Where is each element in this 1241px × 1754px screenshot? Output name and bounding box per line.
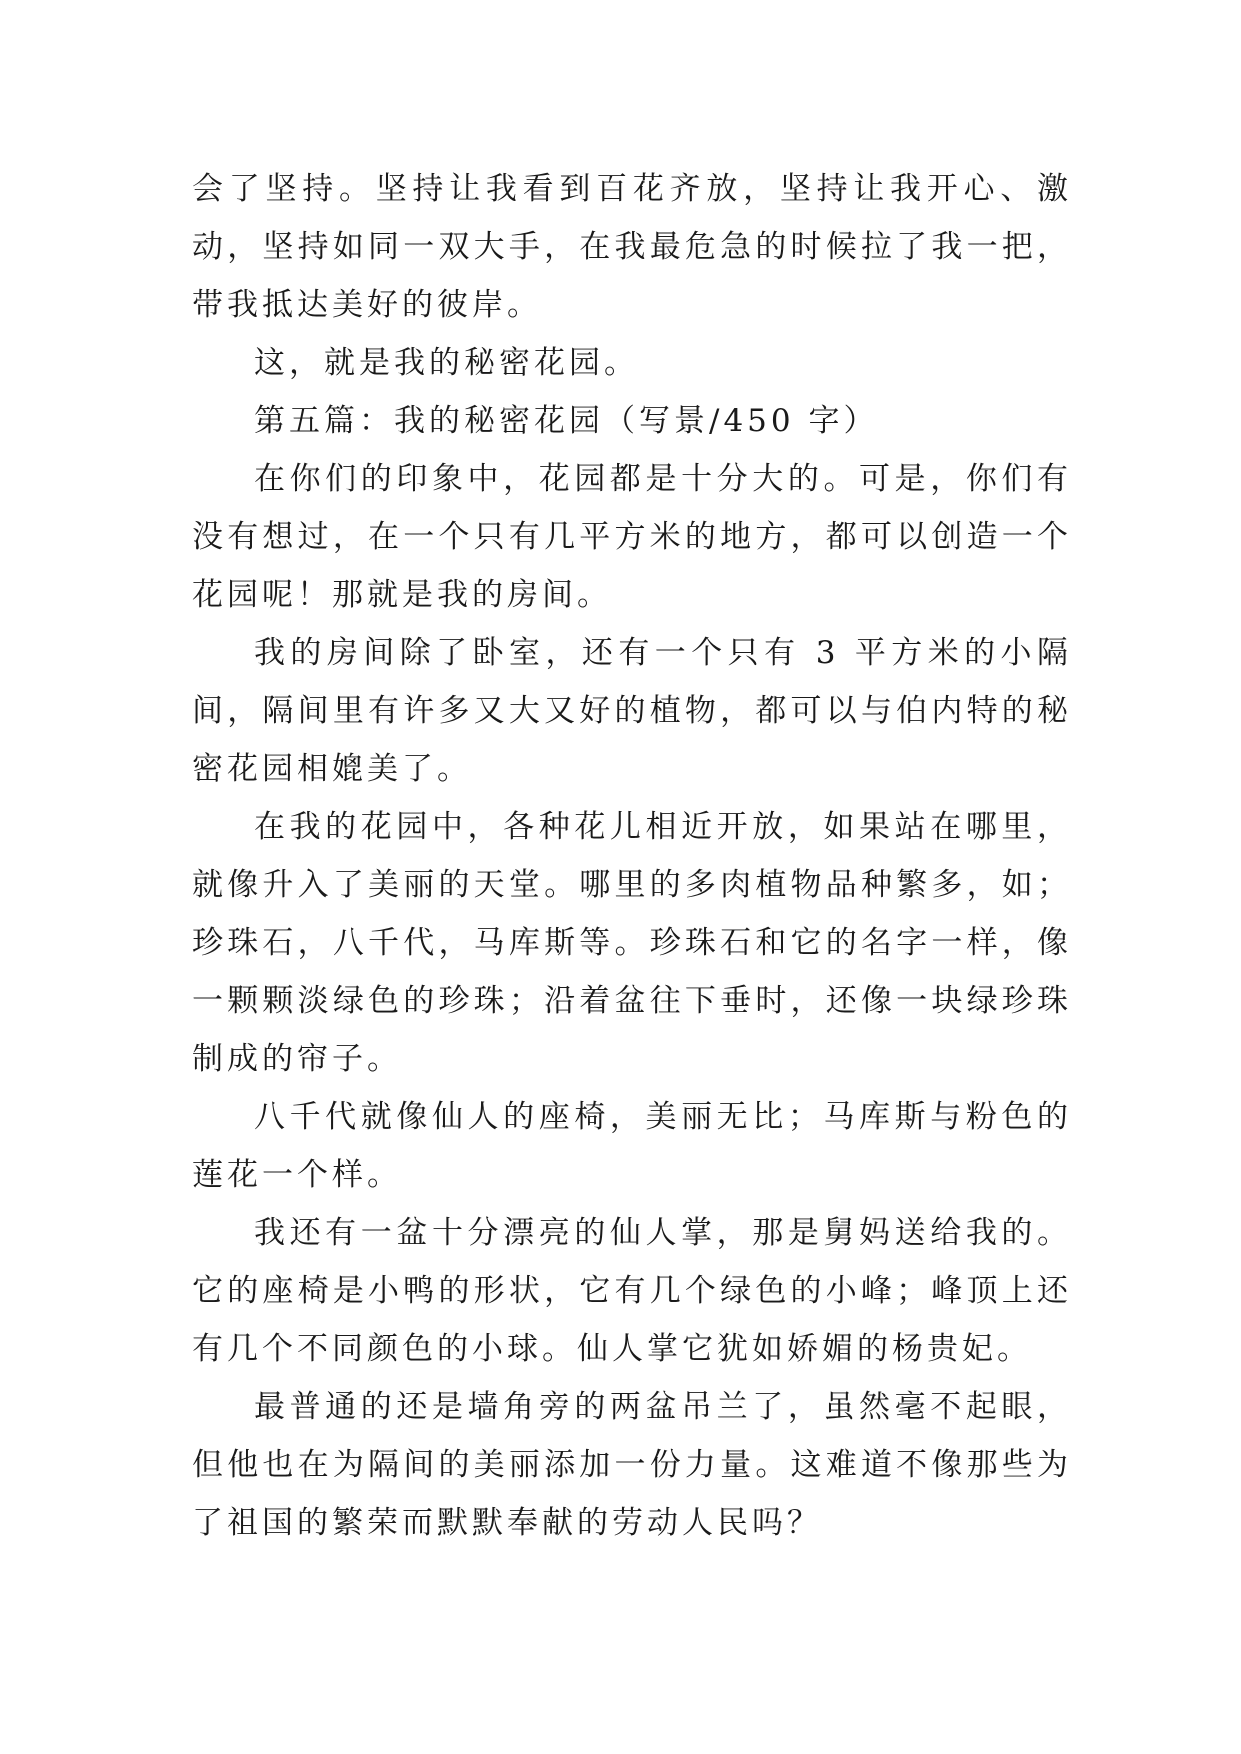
paragraph: 最普通的还是墙角旁的两盆吊兰了，虽然毫不起眼，但他也在为隔间的美丽添加一份力量。这难道不像那些为了祖国的繁荣而默默奉献的劳动人民吗？ — [192, 1389, 1072, 1541]
paragraph: 我的房间除了卧室，还有一个只有 3 平方米的小隔间，隔间里有许多又大又好的植物，都可以与伯内特的秘密花园相媲美了。 — [192, 635, 1072, 787]
document-body — [192, 160, 1072, 1552]
section-heading: 第五篇：我的秘密花园（写景/450 字） — [254, 403, 879, 439]
paragraph: 八千代就像仙人的座椅，美丽无比；马库斯与粉色的莲花一个样。 — [192, 1099, 1072, 1193]
paragraph: 会了坚持。坚持让我看到百花齐放，坚持让我开心、激动，坚持如同一双大手，在我最危急的时候拉了我一把，带我抵达美好的彼岸。 — [192, 171, 1072, 323]
paragraph: 这，就是我的秘密花园。 — [254, 345, 639, 381]
paragraph: 在你们的印象中，花园都是十分大的。可是，你们有没有想过，在一个只有几平方米的地方，都可以创造一个花园呢！那就是我的房间。 — [192, 461, 1072, 613]
paragraph: 在我的花园中，各种花儿相近开放，如果站在哪里，就像升入了美丽的天堂。哪里的多肉植物品种繁多，如；珍珠石，八千代，马库斯等。珍珠石和它的名字一样，像一颗颗淡绿色的珍珠；沿着盆往下垂时，还像一块绿珍珠制成的帘子。 — [192, 809, 1072, 1077]
paragraph: 我还有一盆十分漂亮的仙人掌，那是舅妈送给我的。它的座椅是小鸭的形状，它有几个绿色的小峰；峰顶上还有几个不同颜色的小球。仙人掌它犹如娇媚的杨贵妃。 — [192, 1215, 1072, 1367]
